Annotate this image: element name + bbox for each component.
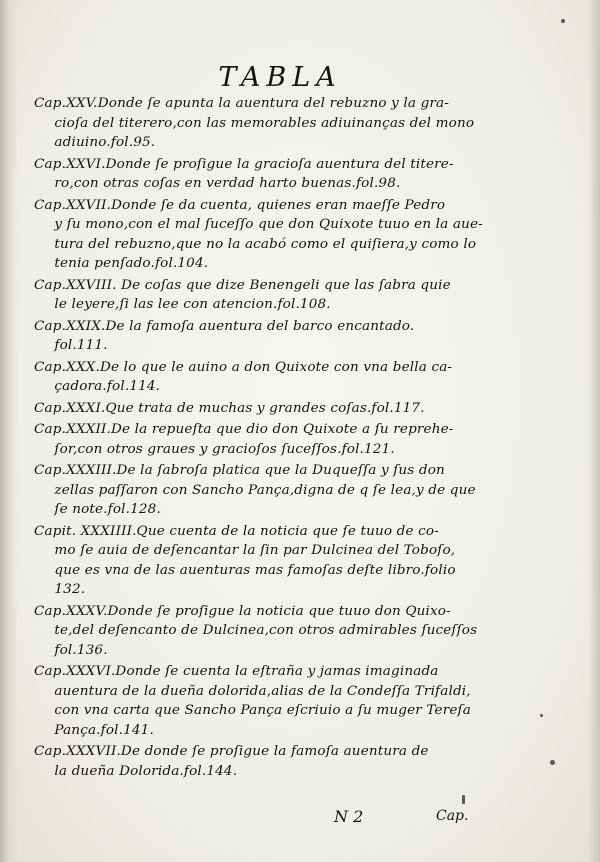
toc-entry-cap-xxxiiii [34, 522, 462, 600]
toc-entry-line: ſor,con otros graues y gracioſos ſuceſſos.fol.121. [54, 441, 395, 457]
toc-entry-line: cioſa del titerero,con las memorables adiuinanças del mono [54, 115, 475, 131]
toc-entry-line: Cap.XXXI.Que trata de muchas y grandes coſas.fol.117. [34, 400, 425, 416]
toc-entry-line: ſe note.fol.128. [54, 502, 161, 517]
toc-entry-line: Cap.XXX.De lo que le auino a don Quixote con vna bella ca- [34, 359, 453, 375]
toc-entry-line: çadora.fol.114. [54, 379, 161, 394]
toc-entry-line: tura del rebuzno,que no la acabó como el quiſiera,y como lo [54, 236, 477, 252]
toc-entry-line: fol.111. [54, 338, 108, 353]
toc-entry-line: Cap.XXVIII. De coſas que dize Benengeli que las ſabra quie [34, 277, 451, 293]
toc-entry-cap-xxxiii [34, 461, 476, 520]
toc-entry-line: Cap.XXXIII.De la ſabroſa platica que la Duqueſſa y ſus don [34, 463, 445, 478]
page-right-edge-shadow [588, 0, 600, 862]
toc-entry-line: zellas paſſaron con Sancho Pança,digna de q ſe lea,y de que [54, 482, 476, 498]
page-left-edge-shadow [0, 0, 18, 862]
toc-entry-line: ro,con otras coſas en verdad harto buenas.fol.98. [54, 176, 401, 191]
toc-entry-cap-xxv [34, 94, 475, 153]
toc-entry-line: Cap.XXXII.De la repueſta que dio don Quixote a ſu reprehe- [34, 422, 454, 437]
toc-entry-cap-xxviii [34, 276, 462, 315]
toc-entry-line: auentura de la dueña dolorida,alias de la Condeſſa Trifaldi, [54, 683, 471, 699]
toc-entry-cap-xxxii [34, 420, 462, 459]
toc-entry-cap-xxxi [34, 399, 462, 419]
toc-entry-cap-xxix [34, 317, 462, 356]
toc-entry-line: Cap.XXXVI.Donde ſe cuenta la eſtraña y jamas imaginada [34, 664, 439, 679]
toc-entry-cap-xxvii [34, 196, 483, 274]
toc-entry-line: le leyere,ſi las lee con atencion.fol.108. [54, 297, 331, 312]
toc-entry-line: Cap.XXXV.Donde ſe proſigue la noticia que tuuo don Quixo- [34, 603, 451, 619]
toc-entry-cap-xxxv [34, 602, 478, 661]
toc-entry-line: Cap.XXV.Donde ſe apunta la auentura del rebuzno y la gra- [34, 96, 450, 111]
toc-entry-line: fol.136. [54, 642, 108, 658]
toc-entry-line: y ſu mono,con el mal ſuceſſo que don Quixote tuuo en la aue- [54, 217, 483, 232]
toc-entry-line: Cap.XXVII.Donde ſe da cuenta, quienes eran maeſſe Pedro [34, 197, 446, 213]
toc-entry-line: que es vna de las auenturas mas famoſas deſte libro.folio [54, 562, 456, 578]
toc-entry-line: Capit. XXXIIII.Que cuenta de la noticia que ſe tuuo de co- [34, 523, 439, 539]
toc-entry-line: la dueña Dolorida.fol.144. [54, 763, 238, 779]
toc-entry-line: adiuino.fol.95. [54, 135, 156, 150]
toc-entry-line: Cap.XXVI.Donde ſe proſigue la gracioſa auentura del titere- [34, 156, 454, 172]
toc-entry-line: Cap.XXXVII.De donde ſe proſigue la famoſa auentura de [34, 744, 429, 759]
toc-entry-cap-xxxvi [34, 662, 471, 740]
toc-entry-cap-xxvi [34, 155, 462, 194]
ink-speck [550, 760, 555, 765]
toc-entry-line: mo ſe auia de deſencantar la ſin par Dulcinea del Toboſo, [54, 543, 456, 558]
ink-speck [540, 714, 543, 717]
toc-entry-line: tenia penſado.fol.104. [54, 256, 209, 271]
page-title: TABLA [218, 62, 342, 93]
ink-speck [561, 19, 565, 23]
catchword: Cap. [436, 808, 469, 824]
signature-mark: N 2 [334, 807, 364, 826]
toc-entry-line: Cap.XXIX.De la famoſa auentura del barco encantado. [34, 318, 415, 334]
toc-entry-line: 132. [54, 582, 86, 597]
table-of-contents [34, 94, 483, 783]
toc-entry-cap-xxxvii [34, 742, 462, 781]
ink-speck [462, 795, 465, 804]
toc-entry-cap-xxx [34, 358, 462, 397]
toc-entry-line: te,del deſencanto de Dulcinea,con otros admirables ſuceſſos [54, 623, 478, 638]
toc-entry-line: Pança.fol.141. [54, 722, 154, 738]
toc-entry-line: con vna carta que Sancho Pança eſcriuio a ſu muger Tereſa [54, 703, 471, 718]
